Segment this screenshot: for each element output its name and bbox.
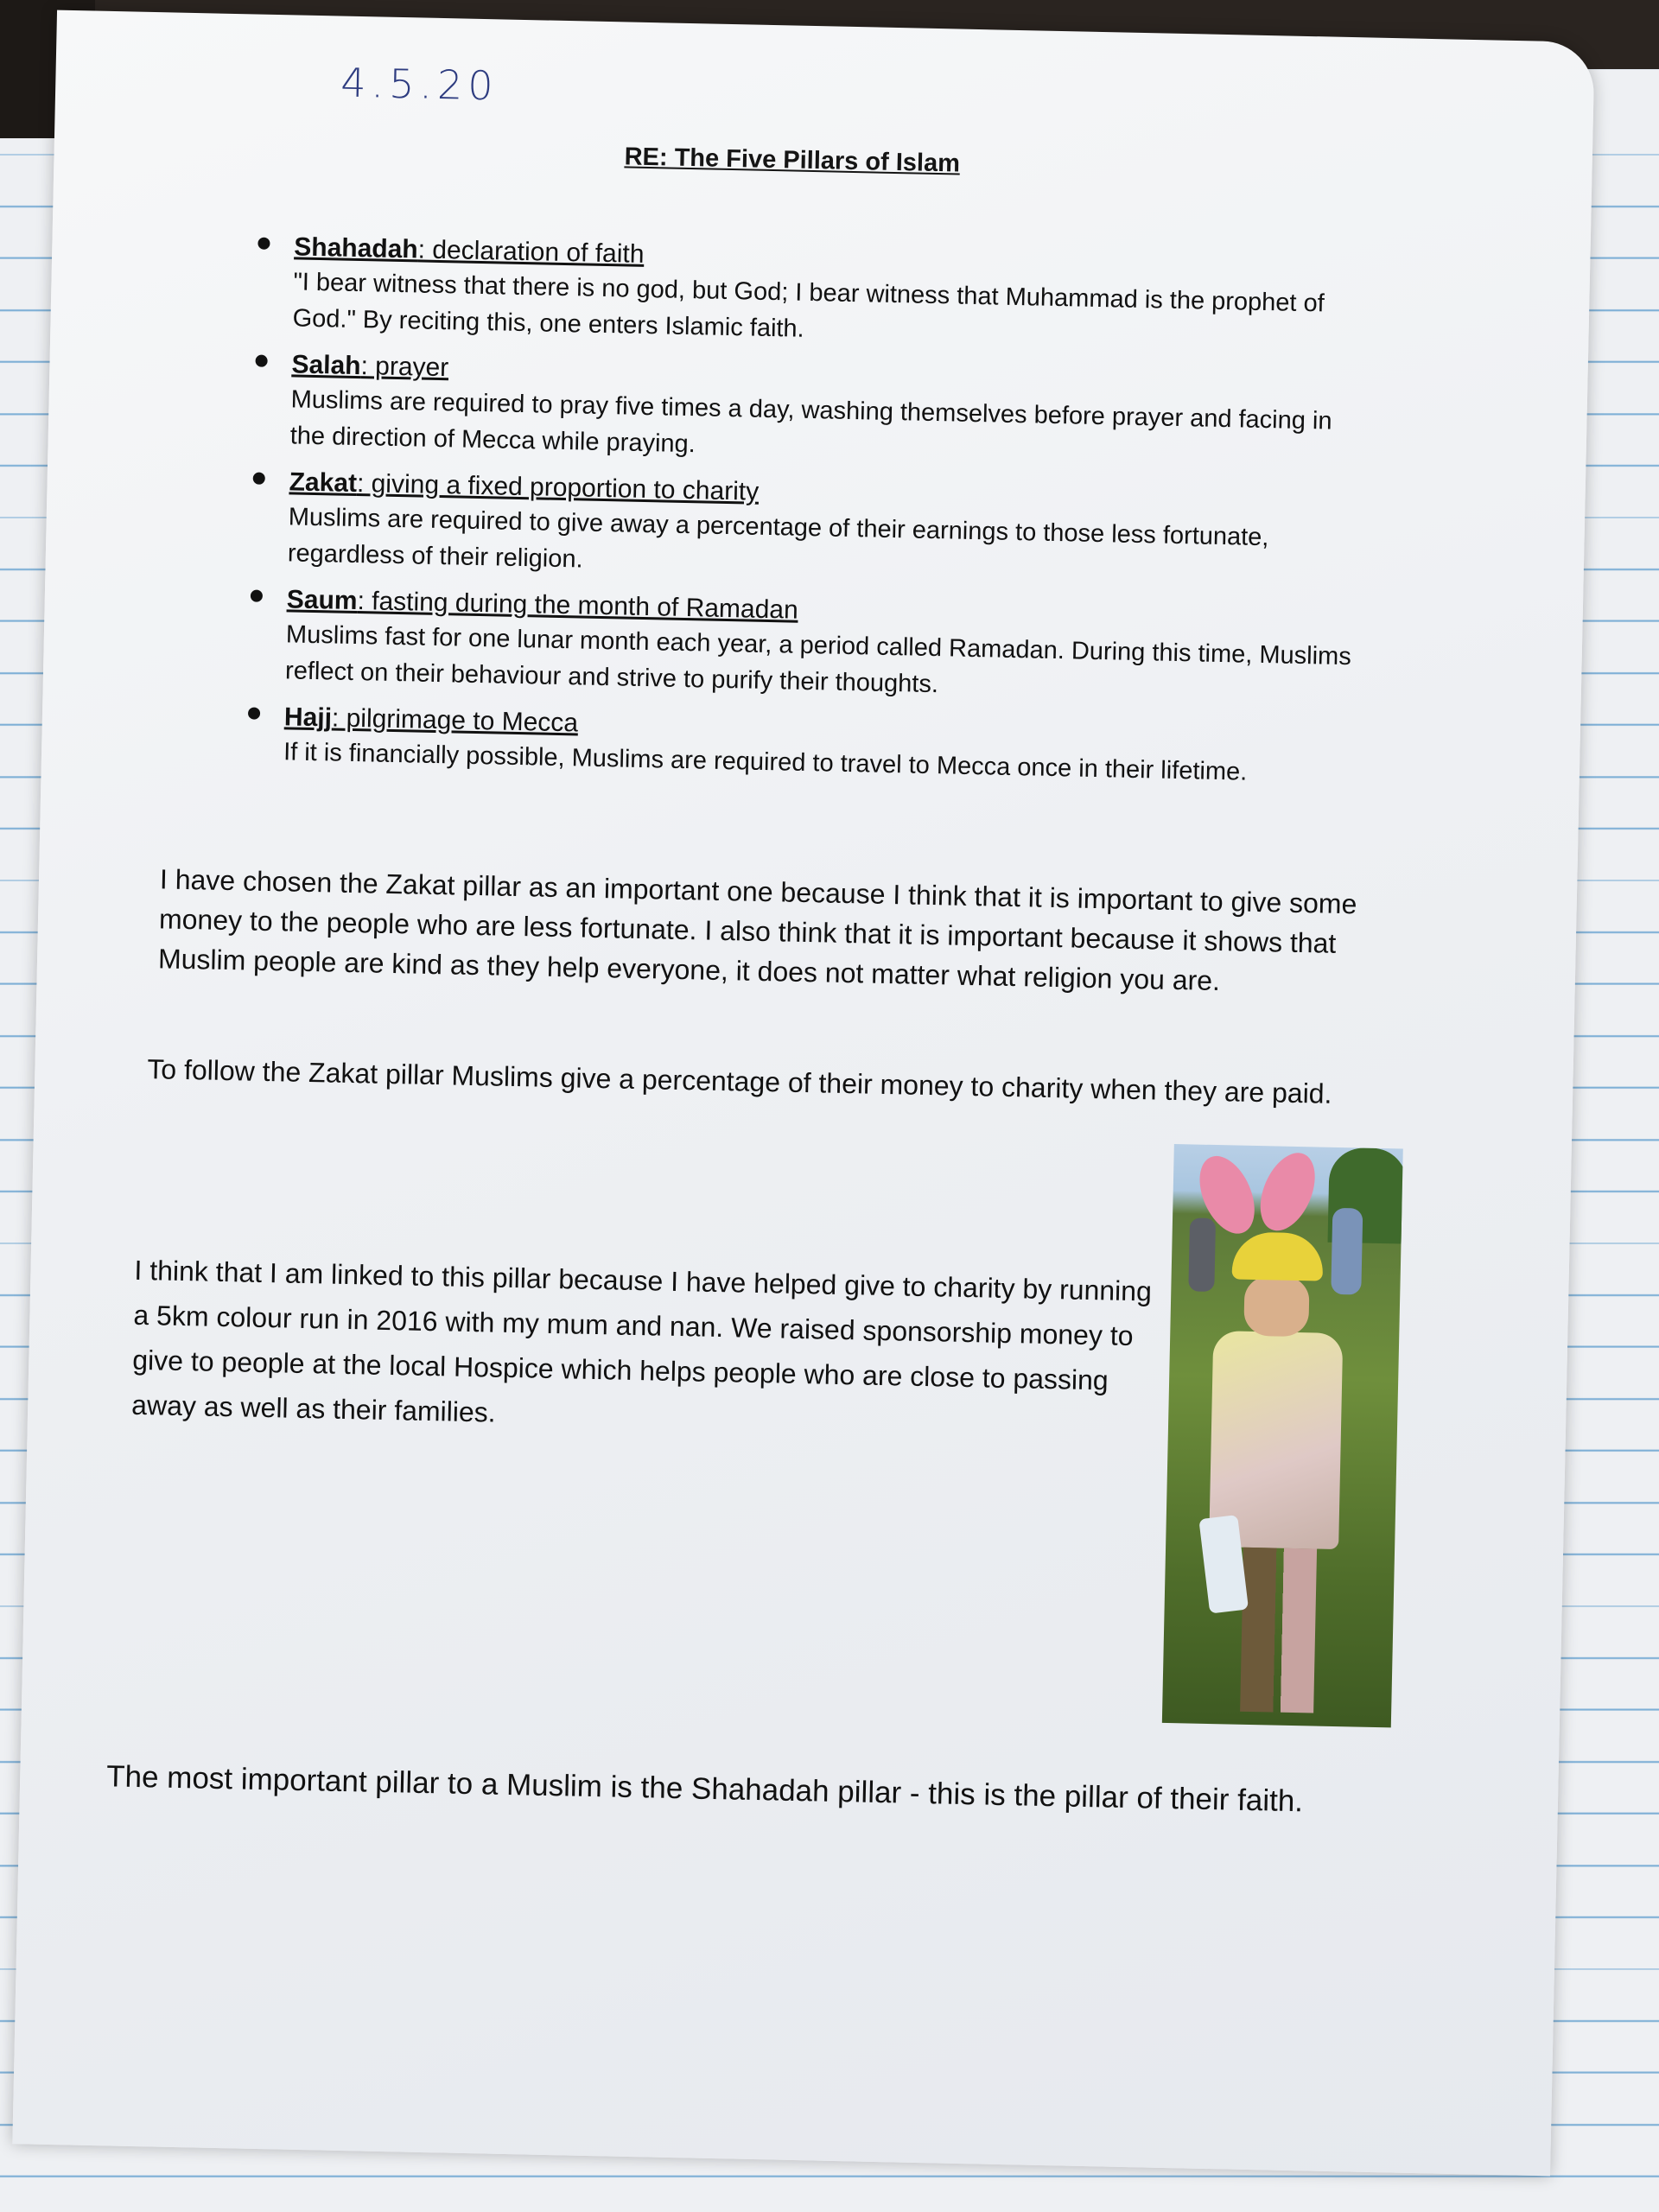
bullet-icon [255,355,267,367]
pillar-subtitle: : fasting during the month of Ramadan [357,587,799,625]
bullet-icon [257,238,270,250]
pillar-name: Saum [286,585,358,616]
pillar-name: Salah [291,350,361,381]
handwritten-date: 4.5.20 [340,59,499,110]
pillar-subtitle: : giving a fixed proportion to charity [356,469,760,506]
list-item [288,466,1361,594]
pillar-name: Hajj [283,702,333,733]
pillar-subtitle: : pilgrimage to Mecca [331,703,579,738]
pillar-description: "I bear witness that there is no god, but God; I bear witness that Muhammad is the prophet of God." By reciting this, one enters Islamic faith. [292,268,1325,343]
printed-sheet [12,10,1594,2177]
pillars-list [283,231,1365,804]
list-item [289,348,1363,476]
bullet-icon [248,707,260,719]
pillar-description: Muslims fast for one lunar month each year, a period called Ramadan. During this time, Muslims reflect on their behaviour and strive to purify their thoughts. [284,620,1352,699]
bullet-icon [251,589,263,601]
pillar-description: If it is financially possible, Muslims are required to travel to Mecca once in their lifetime. [283,738,1248,786]
page-title: RE: The Five Pillars of Islam [624,143,961,178]
list-item [283,701,1356,792]
colour-run-photo [1162,1144,1403,1727]
follow-pillar-paragraph: To follow the Zakat pillar Muslims give a percentage of their money to charity when they are paid. [147,1053,1332,1109]
pillar-subtitle: : declaration of faith [417,235,645,269]
chosen-pillar-paragraph: I have chosen the Zakat pillar as an important one because I think that it is important to give some money to the people who are less fortunate. I also think that it is important because it shows that Muslim people are kind as they help everyone, it does not matter what religion you are. [157,863,1357,997]
pillar-name: Shahadah [294,232,419,264]
personal-link-paragraph: I think that I am linked to this pillar because I have helped give to charity by running a 5km colour run in 2016 with my mum and nan. We raised sponsorship money to give to people at the local Hospice which helps people who are close to passing away as well as their families. [130,1254,1153,1428]
conclusion-paragraph: The most important pillar to a Muslim is the Shahadah pillar - this is the pillar of their faith. [105,1759,1304,1819]
pillar-name: Zakat [289,467,358,499]
bullet-icon [253,473,265,485]
pillar-description: Muslims are required to pray five times a day, washing themselves before prayer and facing in the direction of Mecca while praying. [289,385,1332,459]
list-item [285,583,1358,711]
pillar-subtitle: : prayer [360,352,449,383]
list-item [292,231,1365,359]
pillar-description: Muslims are required to give away a percentage of their earnings to those less fortunate, regardless of their religion. [287,503,1269,574]
